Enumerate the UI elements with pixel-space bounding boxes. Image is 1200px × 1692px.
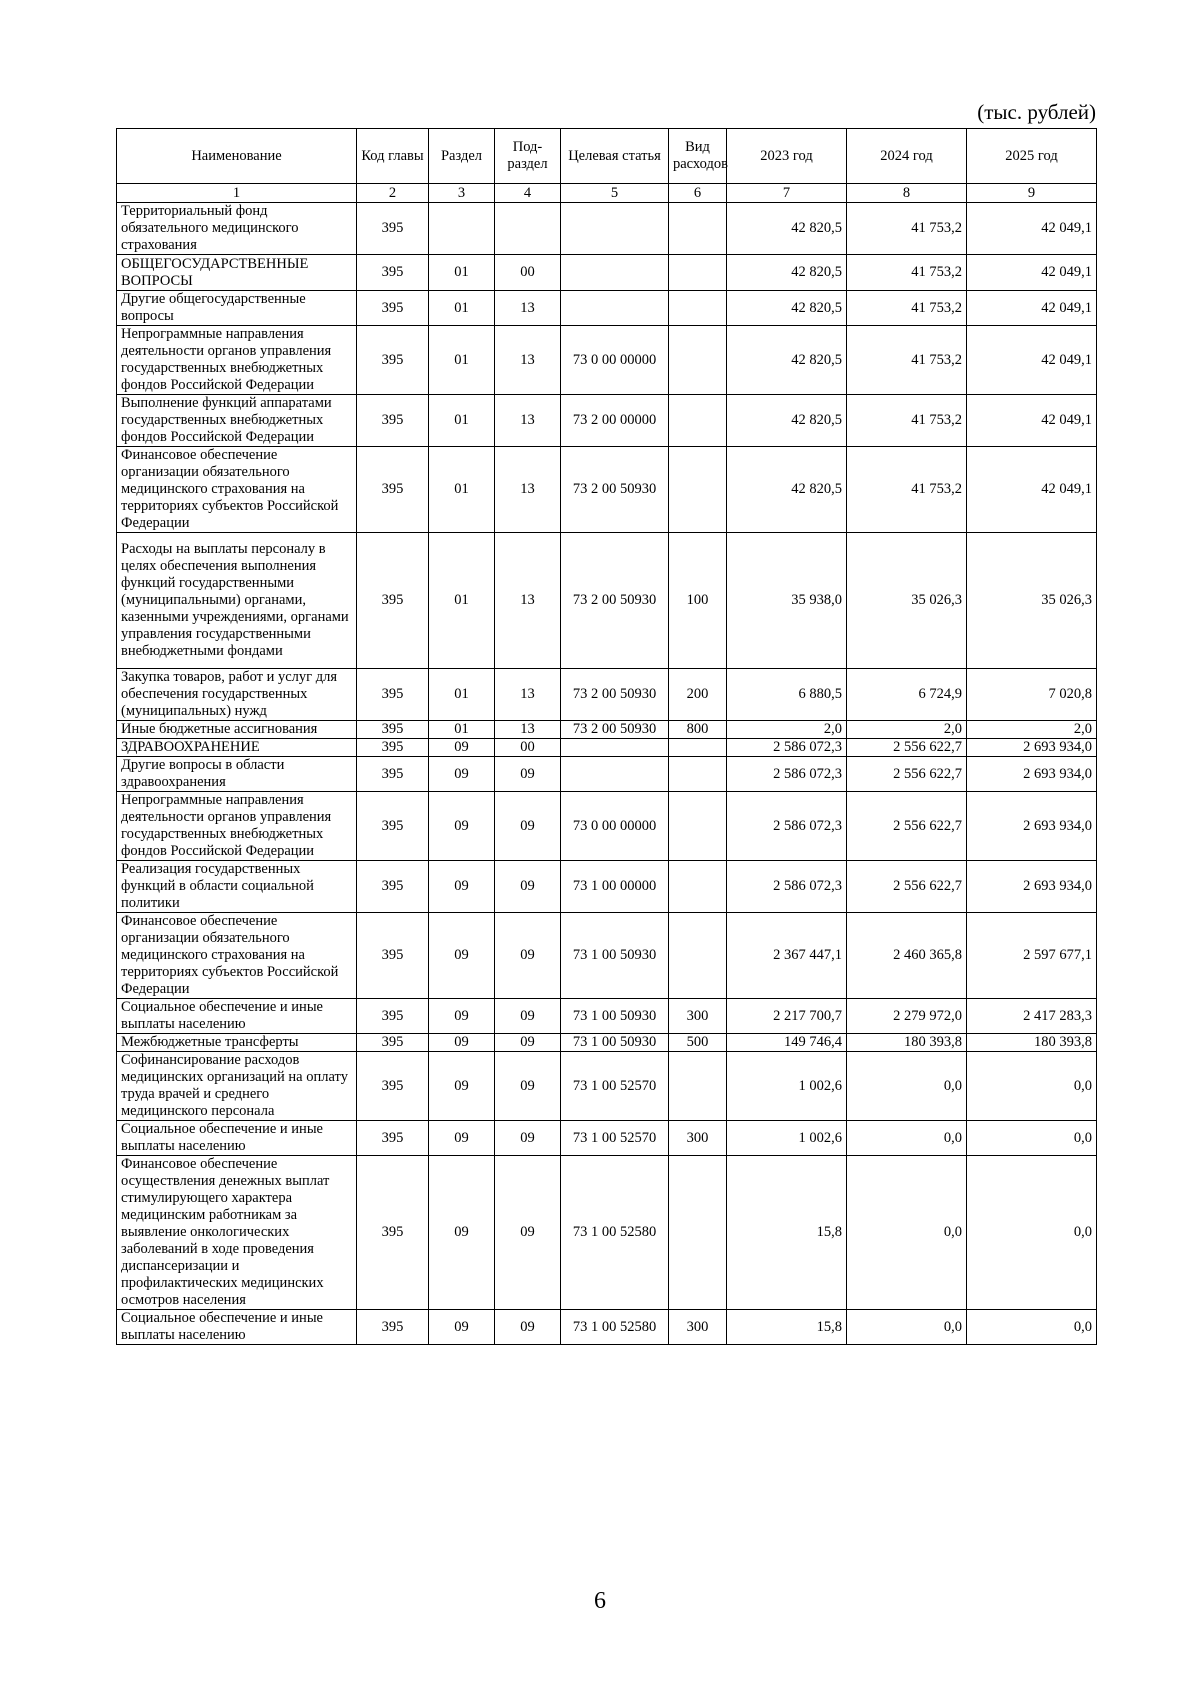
table-row	[117, 792, 1097, 861]
cell-2023: 42 820,5	[727, 326, 847, 395]
column-number: 5	[561, 184, 669, 203]
cell-podrazdel: 09	[495, 1121, 561, 1156]
cell-2024: 2 556 622,7	[847, 739, 967, 757]
cell-statya: 73 1 00 52570	[561, 1052, 669, 1121]
cell-podrazdel: 13	[495, 669, 561, 721]
cell-kod: 395	[357, 447, 429, 533]
cell-podrazdel	[495, 203, 561, 255]
cell-vid	[669, 395, 727, 447]
cell-2023: 15,8	[727, 1156, 847, 1310]
cell-razdel	[429, 203, 495, 255]
cell-2025: 0,0	[967, 1310, 1097, 1345]
cell-statya: 73 2 00 00000	[561, 395, 669, 447]
cell-kod: 395	[357, 326, 429, 395]
cell-kod: 395	[357, 533, 429, 669]
table-row	[117, 1121, 1097, 1156]
cell-statya: 73 2 00 50930	[561, 533, 669, 669]
cell-razdel: 01	[429, 721, 495, 739]
cell-podrazdel: 09	[495, 913, 561, 999]
cell-razdel: 09	[429, 861, 495, 913]
cell-2025: 0,0	[967, 1052, 1097, 1121]
cell-2024: 0,0	[847, 1121, 967, 1156]
table-row	[117, 1156, 1097, 1310]
cell-2025: 2 693 934,0	[967, 792, 1097, 861]
table-row	[117, 255, 1097, 291]
cell-2023: 42 820,5	[727, 395, 847, 447]
cell-razdel: 01	[429, 291, 495, 326]
cell-podrazdel: 09	[495, 1156, 561, 1310]
cell-2025: 180 393,8	[967, 1034, 1097, 1052]
column-number: 9	[967, 184, 1097, 203]
cell-2025: 2 417 283,3	[967, 999, 1097, 1034]
cell-podrazdel: 09	[495, 861, 561, 913]
cell-vid	[669, 739, 727, 757]
cell-razdel: 09	[429, 792, 495, 861]
cell-name: Закупка товаров, работ и услуг для обеспечения государственных (муниципальных) нужд	[117, 669, 357, 721]
cell-name: Межбюджетные трансферты	[117, 1034, 357, 1052]
cell-2024: 41 753,2	[847, 447, 967, 533]
cell-2023: 42 820,5	[727, 447, 847, 533]
cell-razdel: 01	[429, 395, 495, 447]
table-row	[117, 669, 1097, 721]
cell-2023: 2 217 700,7	[727, 999, 847, 1034]
cell-2024: 2 460 365,8	[847, 913, 967, 999]
cell-razdel: 09	[429, 913, 495, 999]
cell-vid	[669, 913, 727, 999]
table-row	[117, 395, 1097, 447]
table-row	[117, 291, 1097, 326]
cell-vid	[669, 757, 727, 792]
cell-razdel: 09	[429, 1156, 495, 1310]
cell-2023: 42 820,5	[727, 203, 847, 255]
cell-podrazdel: 13	[495, 326, 561, 395]
cell-statya	[561, 739, 669, 757]
cell-statya	[561, 757, 669, 792]
table-row	[117, 999, 1097, 1034]
cell-name: Софинансирование расходов медицинских организаций на оплату труда врачей и среднего медицинского персонала	[117, 1052, 357, 1121]
header-name: Наименование	[117, 129, 357, 184]
cell-razdel: 01	[429, 255, 495, 291]
cell-podrazdel: 13	[495, 447, 561, 533]
table-row	[117, 1034, 1097, 1052]
table-row	[117, 757, 1097, 792]
page-number: 6	[594, 1588, 606, 1614]
cell-kod: 395	[357, 861, 429, 913]
cell-vid	[669, 255, 727, 291]
cell-name: Финансовое обеспечение организации обязательного медицинского страхования на территориях субъектов Российской Федерации	[117, 913, 357, 999]
cell-kod: 395	[357, 721, 429, 739]
cell-2024: 2 556 622,7	[847, 757, 967, 792]
column-number: 8	[847, 184, 967, 203]
cell-2024: 2 556 622,7	[847, 861, 967, 913]
cell-vid: 100	[669, 533, 727, 669]
table-row	[117, 739, 1097, 757]
cell-2023: 1 002,6	[727, 1121, 847, 1156]
cell-2023: 6 880,5	[727, 669, 847, 721]
cell-vid: 500	[669, 1034, 727, 1052]
cell-2025: 2 597 677,1	[967, 913, 1097, 999]
cell-vid: 300	[669, 1310, 727, 1345]
table-row	[117, 533, 1097, 669]
column-number: 2	[357, 184, 429, 203]
cell-2024: 41 753,2	[847, 395, 967, 447]
cell-2025: 42 049,1	[967, 395, 1097, 447]
cell-2023: 2 586 072,3	[727, 739, 847, 757]
cell-podrazdel: 13	[495, 533, 561, 669]
cell-2025: 42 049,1	[967, 326, 1097, 395]
cell-2025: 7 020,8	[967, 669, 1097, 721]
cell-kod: 395	[357, 1310, 429, 1345]
cell-name: Социальное обеспечение и иные выплаты населению	[117, 1121, 357, 1156]
cell-2023: 2,0	[727, 721, 847, 739]
cell-statya: 73 1 00 52580	[561, 1310, 669, 1345]
cell-statya: 73 1 00 52580	[561, 1156, 669, 1310]
cell-vid	[669, 203, 727, 255]
table-row	[117, 326, 1097, 395]
header-razdel: Раздел	[429, 129, 495, 184]
cell-razdel: 09	[429, 1121, 495, 1156]
cell-statya	[561, 255, 669, 291]
cell-kod: 395	[357, 203, 429, 255]
cell-2025: 2 693 934,0	[967, 739, 1097, 757]
cell-kod: 395	[357, 1121, 429, 1156]
cell-name: Непрограммные направления деятельности органов управления государственных внебюджетных фондов Российской Федерации	[117, 326, 357, 395]
cell-razdel: 09	[429, 757, 495, 792]
cell-razdel: 09	[429, 999, 495, 1034]
cell-2024: 2 279 972,0	[847, 999, 967, 1034]
cell-podrazdel: 09	[495, 757, 561, 792]
cell-statya: 73 1 00 50930	[561, 1034, 669, 1052]
cell-2024: 41 753,2	[847, 255, 967, 291]
cell-2023: 2 367 447,1	[727, 913, 847, 999]
cell-2023: 42 820,5	[727, 255, 847, 291]
cell-podrazdel: 00	[495, 255, 561, 291]
table-row	[117, 1052, 1097, 1121]
cell-2023: 149 746,4	[727, 1034, 847, 1052]
cell-2023: 2 586 072,3	[727, 861, 847, 913]
cell-vid	[669, 1052, 727, 1121]
table-body	[117, 203, 1097, 1345]
cell-vid	[669, 861, 727, 913]
cell-2025: 42 049,1	[967, 291, 1097, 326]
cell-podrazdel: 09	[495, 999, 561, 1034]
cell-2025: 0,0	[967, 1121, 1097, 1156]
cell-name: ЗДРАВООХРАНЕНИЕ	[117, 739, 357, 757]
cell-2024: 2,0	[847, 721, 967, 739]
cell-kod: 395	[357, 999, 429, 1034]
table-row	[117, 861, 1097, 913]
cell-2023: 1 002,6	[727, 1052, 847, 1121]
unit-label: (тыс. рублей)	[977, 100, 1096, 124]
cell-2023: 35 938,0	[727, 533, 847, 669]
cell-statya	[561, 203, 669, 255]
cell-podrazdel: 13	[495, 291, 561, 326]
cell-podrazdel: 09	[495, 1034, 561, 1052]
cell-2024: 2 556 622,7	[847, 792, 967, 861]
cell-statya: 73 1 00 52570	[561, 1121, 669, 1156]
cell-razdel: 01	[429, 326, 495, 395]
column-number: 4	[495, 184, 561, 203]
cell-razdel: 01	[429, 533, 495, 669]
cell-2025: 0,0	[967, 1156, 1097, 1310]
cell-2025: 2 693 934,0	[967, 861, 1097, 913]
cell-2024: 35 026,3	[847, 533, 967, 669]
cell-statya: 73 1 00 50930	[561, 999, 669, 1034]
cell-podrazdel: 09	[495, 792, 561, 861]
cell-2024: 6 724,9	[847, 669, 967, 721]
cell-kod: 395	[357, 792, 429, 861]
header-vid: Вид расходов	[669, 129, 727, 184]
cell-kod: 395	[357, 1052, 429, 1121]
cell-razdel: 01	[429, 669, 495, 721]
cell-name: Иные бюджетные ассигнования	[117, 721, 357, 739]
cell-statya: 73 2 00 50930	[561, 669, 669, 721]
cell-kod: 395	[357, 1156, 429, 1310]
cell-kod: 395	[357, 395, 429, 447]
cell-name: Выполнение функций аппаратами государственных внебюджетных фондов Российской Федерации	[117, 395, 357, 447]
cell-razdel: 09	[429, 739, 495, 757]
cell-statya: 73 1 00 00000	[561, 861, 669, 913]
cell-2024: 41 753,2	[847, 291, 967, 326]
cell-2023: 15,8	[727, 1310, 847, 1345]
cell-name: Социальное обеспечение и иные выплаты населению	[117, 999, 357, 1034]
cell-name: Финансовое обеспечение осуществления денежных выплат стимулирующего характера медицинским работникам за выявление онкологических заболеваний в ходе проведения диспансеризации и профилактических медицинских осмотров населения	[117, 1156, 357, 1310]
cell-vid: 300	[669, 1121, 727, 1156]
cell-2024: 180 393,8	[847, 1034, 967, 1052]
cell-vid: 200	[669, 669, 727, 721]
cell-podrazdel: 13	[495, 721, 561, 739]
cell-2025: 2 693 934,0	[967, 757, 1097, 792]
cell-vid	[669, 447, 727, 533]
cell-name: Другие общегосударственные вопросы	[117, 291, 357, 326]
cell-vid	[669, 792, 727, 861]
cell-name: Другие вопросы в области здравоохранения	[117, 757, 357, 792]
cell-statya: 73 0 00 00000	[561, 792, 669, 861]
header-podrazdel: Под- раздел	[495, 129, 561, 184]
cell-name: Расходы на выплаты персоналу в целях обеспечения выполнения функций государственными (муниципальными) органами, казенными учреждениями, органами управления государственными внебюджетными фондами	[117, 533, 357, 669]
cell-razdel: 09	[429, 1034, 495, 1052]
table-row	[117, 447, 1097, 533]
cell-2024: 41 753,2	[847, 326, 967, 395]
cell-2025: 35 026,3	[967, 533, 1097, 669]
column-number-row	[117, 184, 1097, 203]
cell-podrazdel: 09	[495, 1310, 561, 1345]
cell-razdel: 09	[429, 1310, 495, 1345]
cell-2024: 0,0	[847, 1156, 967, 1310]
cell-2025: 42 049,1	[967, 447, 1097, 533]
header-2023: 2023 год	[727, 129, 847, 184]
cell-statya: 73 2 00 50930	[561, 721, 669, 739]
budget-table	[116, 128, 1097, 1345]
table-row	[117, 203, 1097, 255]
header-2025: 2025 год	[967, 129, 1097, 184]
cell-statya: 73 2 00 50930	[561, 447, 669, 533]
header-statya: Целевая статья	[561, 129, 669, 184]
cell-vid	[669, 291, 727, 326]
column-number: 1	[117, 184, 357, 203]
cell-kod: 395	[357, 913, 429, 999]
cell-name: Непрограммные направления деятельности органов управления государственных внебюджетных фондов Российской Федерации	[117, 792, 357, 861]
table-row	[117, 721, 1097, 739]
column-number: 6	[669, 184, 727, 203]
header-2024: 2024 год	[847, 129, 967, 184]
cell-2025: 42 049,1	[967, 255, 1097, 291]
cell-statya: 73 0 00 00000	[561, 326, 669, 395]
cell-statya: 73 1 00 50930	[561, 913, 669, 999]
cell-podrazdel: 13	[495, 395, 561, 447]
column-number: 3	[429, 184, 495, 203]
cell-vid: 300	[669, 999, 727, 1034]
cell-razdel: 01	[429, 447, 495, 533]
header-row	[117, 129, 1097, 184]
cell-razdel: 09	[429, 1052, 495, 1121]
cell-2024: 0,0	[847, 1310, 967, 1345]
table-row	[117, 1310, 1097, 1345]
cell-name: Реализация государственных функций в области социальной политики	[117, 861, 357, 913]
cell-2023: 42 820,5	[727, 291, 847, 326]
cell-2025: 42 049,1	[967, 203, 1097, 255]
cell-name: Территориальный фонд обязательного медицинского страхования	[117, 203, 357, 255]
cell-podrazdel: 00	[495, 739, 561, 757]
cell-kod: 395	[357, 739, 429, 757]
cell-name: ОБЩЕГОСУДАРСТВЕННЫЕ ВОПРОСЫ	[117, 255, 357, 291]
table-row	[117, 913, 1097, 999]
cell-kod: 395	[357, 669, 429, 721]
cell-statya	[561, 291, 669, 326]
cell-name: Социальное обеспечение и иные выплаты населению	[117, 1310, 357, 1345]
cell-2024: 41 753,2	[847, 203, 967, 255]
cell-2024: 0,0	[847, 1052, 967, 1121]
column-number: 7	[727, 184, 847, 203]
cell-2023: 2 586 072,3	[727, 792, 847, 861]
cell-kod: 395	[357, 291, 429, 326]
cell-kod: 395	[357, 1034, 429, 1052]
cell-kod: 395	[357, 757, 429, 792]
cell-podrazdel: 09	[495, 1052, 561, 1121]
cell-vid: 800	[669, 721, 727, 739]
cell-name: Финансовое обеспечение организации обязательного медицинского страхования на территориях субъектов Российской Федерации	[117, 447, 357, 533]
cell-2023: 2 586 072,3	[727, 757, 847, 792]
cell-2025: 2,0	[967, 721, 1097, 739]
header-kod: Код главы	[357, 129, 429, 184]
cell-vid	[669, 326, 727, 395]
cell-kod: 395	[357, 255, 429, 291]
cell-vid	[669, 1156, 727, 1310]
